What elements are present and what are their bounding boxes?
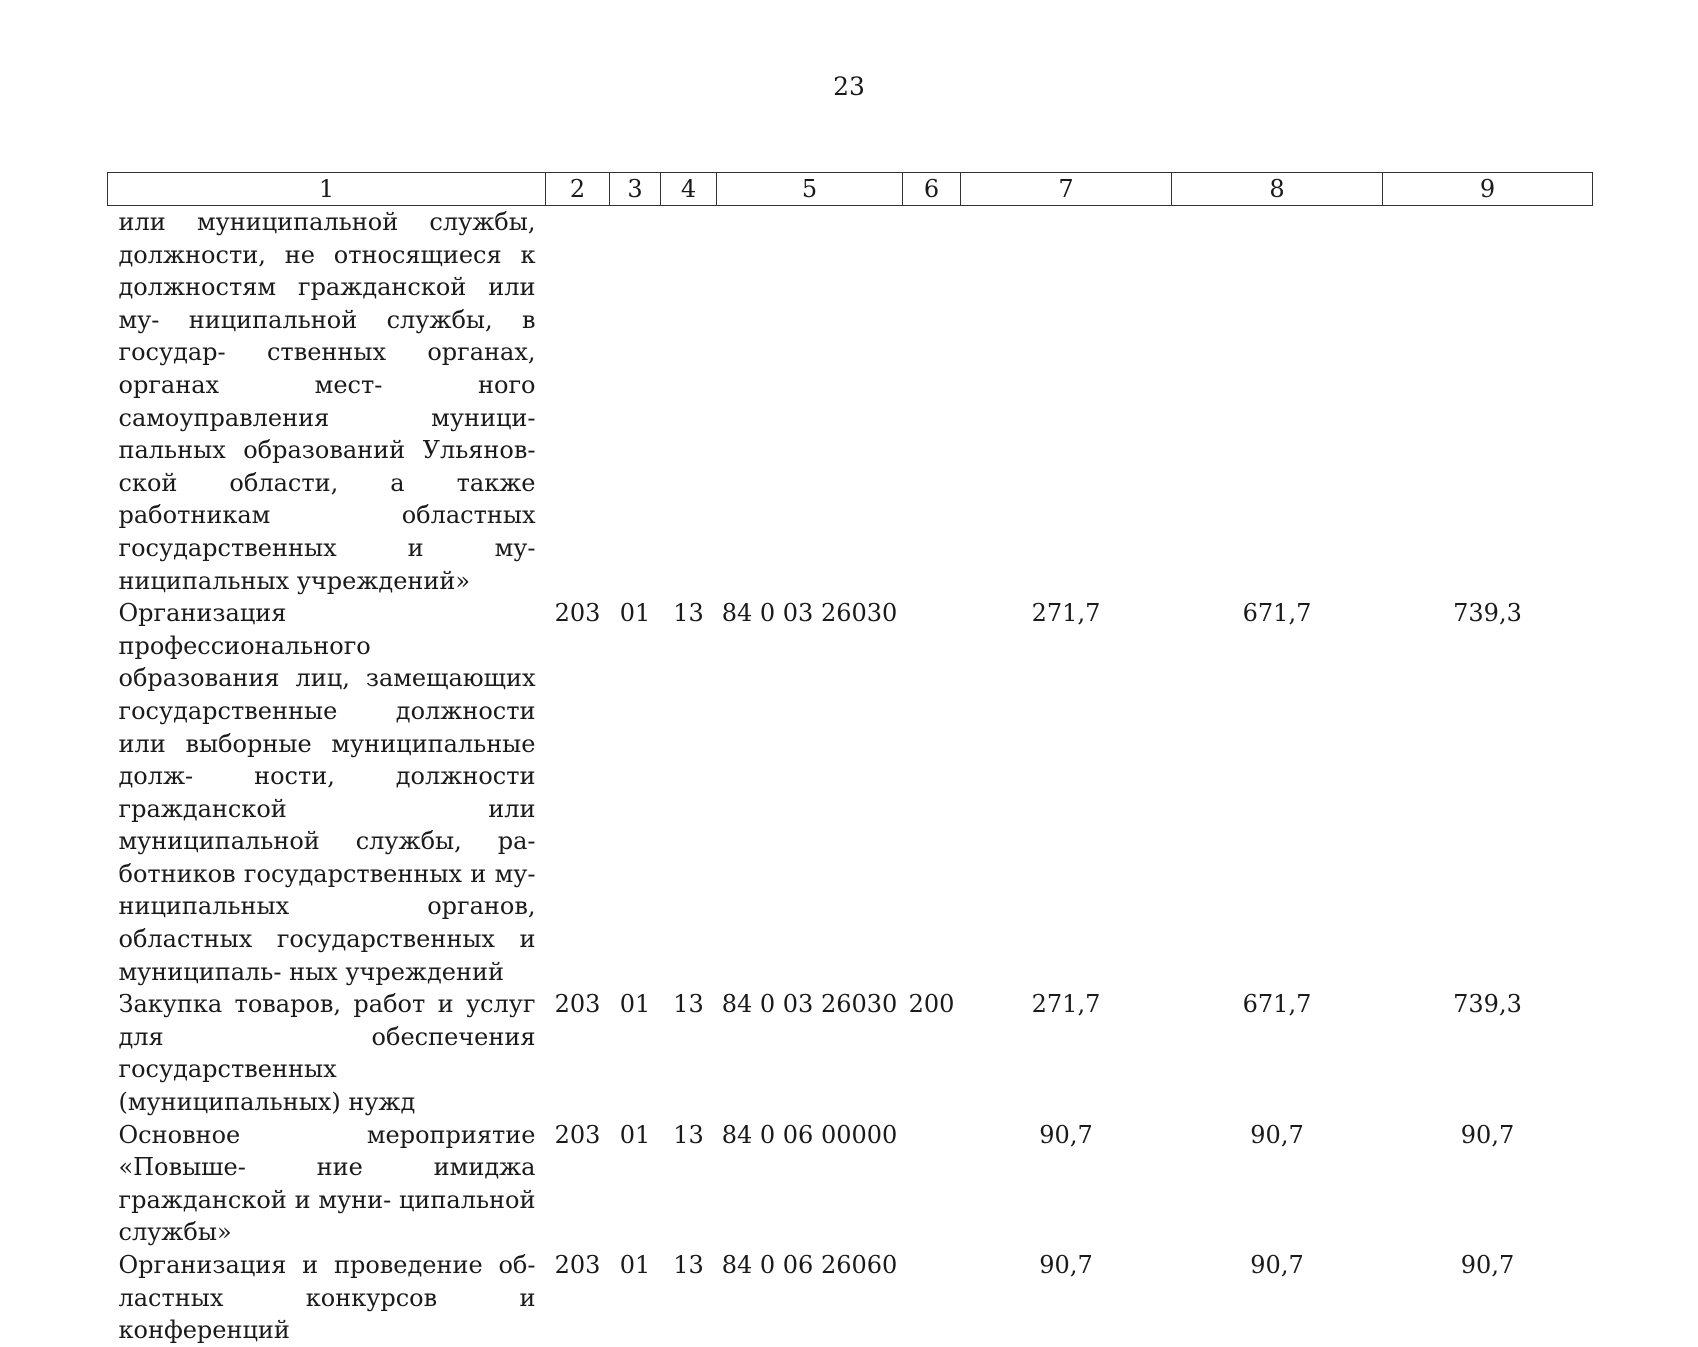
column-header-6: 6	[903, 173, 961, 206]
year-3-amount-cell: 90,7	[1460, 1251, 1515, 1279]
description-text: ние имиджа гражданской и муни-	[118, 1153, 536, 1214]
table-row	[108, 988, 1593, 1118]
description-text: ципальной службы»	[118, 1185, 536, 1247]
rzpr-cell: 203	[554, 1251, 601, 1279]
description-text: образования лиц, замещающих	[118, 664, 536, 693]
expense-type-cell: 200	[908, 990, 955, 1019]
rzpr-cell: 203	[554, 990, 601, 1019]
column-header-8: 8	[1172, 173, 1383, 206]
table-row	[108, 1119, 1593, 1249]
description-text: обеспечения государственных	[118, 1022, 536, 1084]
section-cell: 01	[619, 990, 651, 1019]
description-text: ниципальных органов, областных	[118, 892, 536, 954]
column-number-header-row	[108, 173, 1593, 206]
description-text: областных государственных и му-	[118, 501, 536, 562]
year-3-amount-cell	[1383, 206, 1593, 598]
rzpr-cell: 203	[554, 599, 601, 628]
column-header-4: 4	[661, 173, 717, 206]
description-text: государственные должности или	[118, 696, 536, 758]
target-article-cell: 84 0 03 26030	[721, 599, 898, 628]
year-1-amount-cell	[961, 206, 1172, 598]
section-cell	[610, 206, 661, 598]
subsection-cell	[661, 206, 717, 598]
description-text: Организация профессионального	[118, 599, 371, 660]
target-article-cell: 84 0 03 26030	[721, 990, 898, 1019]
description-text: или муниципальной службы, ра-	[118, 794, 536, 856]
target-article-cell: 84 0 06 26060	[721, 1251, 898, 1279]
description-text: Закупка товаров, работ и услуг для	[118, 990, 536, 1051]
year-2-amount-cell: 90,7	[1250, 1120, 1304, 1149]
expense-type-cell	[903, 597, 961, 988]
description-text: выборные муниципальные долж-	[118, 729, 536, 791]
expense-type-cell	[903, 1249, 961, 1347]
description-text: государственных и муниципаль-	[118, 925, 536, 986]
rzpr-cell: 203	[554, 1120, 601, 1149]
description-text: ниципальной службы, в государ-	[118, 305, 536, 367]
expense-type-cell	[903, 206, 961, 598]
table-row	[108, 597, 1593, 988]
description-text: пальных образований Ульянов-	[118, 436, 536, 465]
year-2-amount-cell: 671,7	[1242, 599, 1312, 628]
description-text: ластных конкурсов и конференций	[118, 1283, 536, 1345]
expense-type-cell	[903, 1119, 961, 1249]
subsection-cell: 13	[673, 599, 704, 628]
table-row	[108, 1249, 1593, 1347]
description-text: ных учреждений	[289, 957, 504, 986]
row-description	[108, 988, 546, 1118]
year-1-amount-cell: 271,7	[1031, 990, 1101, 1019]
year-1-amount-cell: 90,7	[1039, 1251, 1093, 1279]
section-cell: 01	[619, 1251, 651, 1279]
column-header-7: 7	[961, 173, 1172, 206]
column-header-9: 9	[1383, 173, 1593, 206]
description-text: или муниципальной службы,	[118, 208, 536, 236]
subsection-cell: 13	[673, 1120, 704, 1149]
year-3-amount-cell: 739,3	[1453, 599, 1522, 628]
year-3-amount-cell: 739,3	[1453, 990, 1522, 1019]
page-number: 23	[833, 72, 865, 101]
row-description	[108, 1119, 546, 1249]
row-description	[108, 597, 546, 988]
target-article-cell	[717, 206, 903, 598]
description-text: ниципальных учреждений»	[118, 566, 471, 595]
column-header-5: 5	[717, 173, 903, 206]
description-text: должностям гражданской или му-	[118, 273, 536, 334]
description-text: ботников государственных и му-	[118, 859, 536, 888]
row-description	[108, 1249, 546, 1347]
description-text: ного самоуправления муници-	[118, 370, 536, 432]
year-2-amount-cell: 90,7	[1250, 1251, 1304, 1279]
year-2-amount-cell: 671,7	[1242, 990, 1312, 1019]
description-text: ности, должности гражданской	[118, 762, 536, 823]
table-body	[108, 206, 1593, 1347]
year-2-amount-cell	[1172, 206, 1383, 598]
table-row	[108, 206, 1593, 598]
description-text: должности, не относящиеся к	[118, 240, 536, 269]
column-header-2: 2	[546, 173, 610, 206]
description-text: Организация и проведение об-	[118, 1251, 536, 1279]
description-text: Основное мероприятие «Повыше-	[118, 1120, 536, 1182]
column-header-3: 3	[610, 173, 661, 206]
section-cell: 01	[619, 1120, 651, 1149]
description-text: ственных органах, органах мест-	[118, 338, 536, 399]
year-1-amount-cell: 271,7	[1031, 599, 1101, 628]
year-3-amount-cell: 90,7	[1460, 1120, 1515, 1149]
description-text: (муниципальных) нужд	[118, 1088, 416, 1117]
budget-table	[107, 172, 1593, 1347]
column-header-1: 1	[108, 173, 546, 206]
year-1-amount-cell: 90,7	[1039, 1120, 1093, 1149]
target-article-cell: 84 0 06 00000	[721, 1120, 898, 1149]
subsection-cell: 13	[673, 1251, 704, 1279]
description-text: ской области, а также работникам	[118, 468, 536, 530]
rzpr-cell	[546, 206, 610, 598]
row-description	[108, 206, 546, 598]
section-cell: 01	[619, 599, 651, 628]
subsection-cell: 13	[673, 990, 704, 1019]
